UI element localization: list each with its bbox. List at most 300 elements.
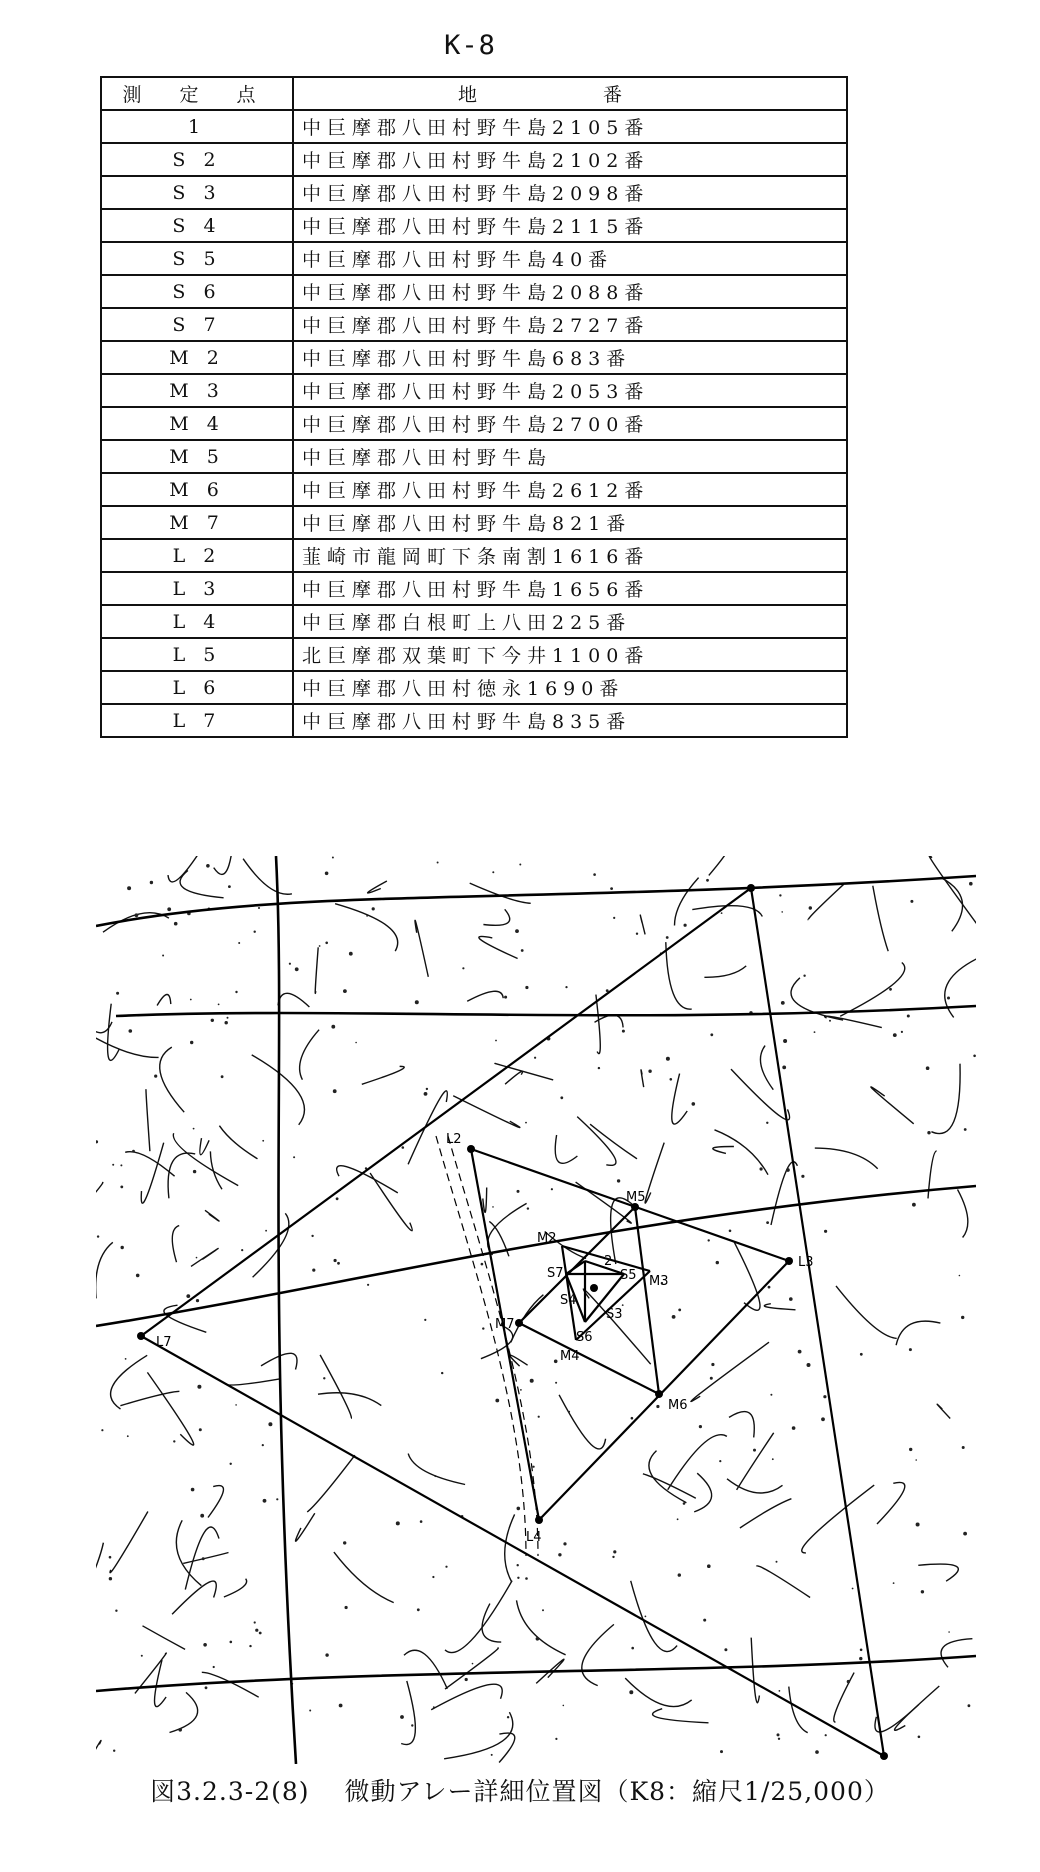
base-map-field-mark	[645, 1616, 647, 1618]
table-header-row	[101, 77, 847, 110]
base-map-field-mark	[276, 1498, 278, 1500]
base-map-road	[214, 856, 236, 874]
base-map-field-mark	[325, 1653, 328, 1656]
station-point	[137, 1332, 145, 1340]
base-map-road	[873, 886, 888, 952]
table-row	[101, 275, 847, 308]
base-map-road	[315, 947, 318, 993]
base-map-field-mark	[683, 1502, 686, 1505]
base-map-field-mark	[525, 1122, 527, 1124]
table-row	[101, 374, 847, 407]
base-map-field-mark	[472, 1663, 474, 1665]
station-point	[655, 1390, 663, 1398]
base-map-road	[470, 883, 531, 903]
base-map-field-mark	[568, 1411, 570, 1413]
base-map-field-mark	[710, 1033, 713, 1036]
base-map-road	[918, 1564, 958, 1581]
base-map-field-mark	[193, 1128, 195, 1130]
small-array-line	[566, 1261, 585, 1274]
base-map-field-mark	[612, 1556, 614, 1558]
base-map-field-mark	[927, 1131, 930, 1134]
base-map-field-mark	[962, 1446, 965, 1449]
base-map-field-mark	[339, 1704, 343, 1708]
base-map-field-mark	[235, 991, 237, 993]
base-map-field-mark	[482, 1327, 484, 1329]
base-map-field-mark	[554, 1360, 558, 1364]
point-cell: M 4	[101, 407, 293, 440]
point-cell: L 6	[101, 671, 293, 704]
base-map-field-mark	[333, 1089, 337, 1093]
base-map-field-mark	[199, 1428, 202, 1431]
base-map-road	[318, 1393, 381, 1406]
base-map-field-mark	[593, 873, 596, 876]
base-map-road	[243, 859, 292, 895]
base-map-road	[559, 1395, 606, 1449]
address-cell: 中巨摩郡八田村野牛島2727番	[293, 308, 847, 341]
base-map-road	[877, 1482, 905, 1524]
base-map-field-mark	[230, 1641, 233, 1644]
base-map-field-mark	[366, 915, 368, 917]
base-map-road	[202, 1672, 259, 1697]
base-map-field-mark	[551, 1188, 553, 1190]
base-map-road	[751, 1638, 759, 1703]
base-map-field-mark	[622, 1304, 624, 1306]
base-map-road	[666, 942, 692, 1009]
base-map-field-mark	[821, 1417, 825, 1421]
base-map-field-mark	[263, 1499, 267, 1503]
base-map-field-mark	[706, 879, 709, 882]
base-map-field-mark	[534, 1057, 536, 1059]
base-map-field-mark	[507, 1716, 509, 1718]
base-map-field-mark	[916, 1523, 920, 1527]
base-map-field-mark	[462, 967, 464, 969]
table-row	[101, 407, 847, 440]
table-row	[101, 440, 847, 473]
base-map-field-mark	[631, 1417, 634, 1420]
base-map-field-mark	[186, 1294, 190, 1298]
base-map-field-mark	[101, 1429, 103, 1431]
base-map-road	[183, 1553, 228, 1564]
base-map-road	[517, 1600, 566, 1654]
base-map-road	[444, 1712, 513, 1759]
base-map-field-mark	[230, 1463, 232, 1465]
header-address: 地 番	[293, 77, 847, 110]
base-map-field-mark	[918, 1736, 921, 1739]
base-map-road	[674, 878, 698, 926]
base-map-road	[415, 920, 428, 977]
base-map-road	[704, 966, 746, 977]
base-map-road	[172, 1581, 216, 1614]
base-map-field-mark	[228, 885, 231, 888]
base-map-road	[734, 1242, 760, 1310]
base-map-road	[180, 870, 224, 897]
base-map-field-mark	[355, 1042, 357, 1044]
base-map-road	[808, 884, 844, 920]
base-map-field-mark	[703, 1619, 706, 1622]
label-L3: L3	[798, 1255, 814, 1270]
table-row	[101, 473, 847, 506]
label-S4: S4	[560, 1293, 577, 1308]
base-map-field-mark	[167, 907, 171, 911]
base-map-roads	[96, 856, 976, 1764]
address-cell: 韮崎市龍岡町下条南割1616番	[293, 539, 847, 572]
base-map-field-mark	[555, 1738, 557, 1740]
label-S5: S5	[620, 1268, 637, 1283]
point-cell: L 4	[101, 605, 293, 638]
base-map-field-mark	[162, 955, 164, 957]
base-map-field-mark	[648, 1070, 651, 1073]
base-map-road	[577, 1117, 616, 1166]
base-map-field-mark	[312, 1269, 315, 1272]
base-map-field-mark	[116, 992, 119, 995]
base-map-field-mark	[109, 1577, 112, 1580]
base-map-road	[320, 1355, 351, 1419]
base-map-field-mark	[707, 1564, 711, 1568]
base-map-field-mark	[517, 1507, 521, 1511]
base-map-field-mark	[293, 1156, 295, 1158]
base-map-field-mark	[196, 1257, 198, 1259]
base-map-field-mark	[921, 1590, 924, 1593]
base-map-road	[941, 1639, 972, 1668]
base-map-field-mark	[565, 986, 567, 988]
base-map-field-mark	[193, 1170, 196, 1173]
base-map-field-mark	[319, 945, 321, 947]
base-map-field-mark	[289, 963, 291, 965]
base-map-field-mark	[190, 1041, 193, 1044]
base-map-field-mark	[847, 1680, 850, 1683]
base-map-road	[590, 1124, 637, 1159]
base-map-field-mark	[441, 1372, 443, 1374]
label-S6: S6	[576, 1330, 593, 1345]
large-array-line	[471, 1149, 789, 1261]
base-map-field-mark	[115, 1610, 117, 1612]
base-map-field-mark	[445, 1566, 447, 1568]
base-map-field-mark	[491, 1754, 493, 1756]
base-map-field-mark	[309, 1710, 311, 1712]
point-cell: S 2	[101, 143, 293, 176]
medium-array-line	[635, 1207, 659, 1394]
base-map-field-mark	[692, 1102, 696, 1106]
address-cell: 中巨摩郡八田村野牛島2088番	[293, 275, 847, 308]
base-map-road	[467, 991, 503, 1001]
base-map-field-mark	[337, 1262, 340, 1265]
base-map-field-mark	[901, 1031, 903, 1033]
large-array-line	[471, 1149, 539, 1520]
base-map-field-mark	[678, 1573, 681, 1576]
base-map-road	[278, 993, 309, 1007]
base-map-field-mark	[678, 1309, 681, 1312]
base-map-road	[335, 904, 398, 951]
address-cell: 中巨摩郡八田村野牛島2053番	[293, 374, 847, 407]
base-map-road	[191, 1248, 218, 1266]
base-map-field-mark	[860, 1353, 863, 1356]
station-point	[590, 1284, 598, 1292]
point-cell: S 5	[101, 242, 293, 275]
station-point	[785, 1257, 793, 1265]
base-map-field-mark	[684, 924, 687, 927]
base-map-field-mark	[417, 1608, 420, 1611]
base-map-field-mark	[120, 1164, 122, 1166]
base-map-field-mark	[656, 1405, 659, 1408]
point-cell: M 3	[101, 374, 293, 407]
point-cell: M 7	[101, 506, 293, 539]
base-map-road	[645, 1143, 664, 1203]
base-map-field-mark	[525, 1577, 528, 1580]
base-map-field-mark	[973, 1055, 976, 1058]
base-map-field-mark	[760, 1167, 763, 1170]
base-map-field-mark	[202, 1557, 205, 1560]
base-map-field-mark	[708, 1239, 710, 1241]
label-S3: S3	[606, 1307, 623, 1322]
base-map-field-mark	[112, 1164, 114, 1166]
base-map-road	[895, 1686, 940, 1730]
base-map-field-mark	[121, 1246, 124, 1249]
base-map-field-mark	[367, 1284, 369, 1286]
base-map-road	[896, 1321, 940, 1345]
base-map-road	[157, 994, 171, 1005]
base-map-road	[110, 1512, 148, 1573]
base-map-field-mark	[777, 1733, 780, 1736]
base-map-field-mark	[190, 999, 192, 1001]
base-map-road	[672, 1074, 687, 1124]
point-cell: 1	[101, 110, 293, 143]
base-map-field-mark	[720, 1750, 723, 1753]
base-map-field-mark	[259, 1632, 262, 1635]
base-map-field-mark	[860, 1649, 863, 1652]
point-cell: L 2	[101, 539, 293, 572]
base-map-road	[96, 1182, 103, 1251]
base-map-field-mark	[203, 1643, 207, 1647]
base-map-road	[334, 1552, 394, 1603]
base-map-field-mark	[964, 1128, 967, 1131]
base-map-field-mark	[560, 1096, 563, 1099]
base-map-field-mark	[768, 1286, 771, 1289]
base-map-field-mark	[492, 1206, 494, 1208]
page-label: K-8	[444, 30, 496, 61]
base-map-road	[111, 1355, 148, 1409]
label-L2: L2	[446, 1132, 462, 1147]
base-map-field-mark	[265, 1230, 267, 1232]
base-map-field-mark	[495, 1040, 497, 1042]
base-map-field-mark	[150, 881, 153, 884]
measurement-point-table	[100, 76, 848, 738]
base-map-field-mark	[295, 967, 299, 971]
base-map-field-mark	[311, 1235, 313, 1237]
base-map-road	[96, 1543, 103, 1603]
base-map-field-mark	[402, 1146, 405, 1149]
base-map-field-mark	[699, 1425, 702, 1428]
base-map-road	[653, 1709, 709, 1723]
base-map-field-mark	[968, 1704, 971, 1707]
base-map-field-mark	[334, 1259, 337, 1262]
base-map-road	[141, 1143, 163, 1204]
address-cell: 中巨摩郡八田村徳永1690番	[293, 671, 847, 704]
base-map-field-mark	[542, 1609, 544, 1611]
base-map-road	[160, 1047, 184, 1112]
base-map-field-mark	[331, 1025, 335, 1029]
base-map-road	[958, 1189, 968, 1237]
base-map-field-mark	[113, 1750, 115, 1752]
base-map-field-mark	[666, 936, 669, 939]
base-map-road	[125, 1152, 174, 1177]
header-point: 測 定 点	[101, 77, 293, 110]
base-map-field-mark	[174, 922, 178, 926]
station-point	[467, 1145, 475, 1153]
point-cell: S 3	[101, 176, 293, 209]
base-map-field-mark	[617, 1179, 620, 1182]
base-map-field-mark	[197, 1385, 201, 1389]
base-map-road	[505, 1071, 523, 1084]
label-M3: M3	[649, 1274, 669, 1289]
base-map-field-mark	[173, 1440, 175, 1442]
base-map-field-mark	[258, 907, 260, 909]
base-map-road	[815, 1148, 878, 1169]
station-point	[880, 1752, 888, 1760]
figure-caption: 図3.2.3-2(8) 微動アレー詳細位置図（K8：縮尺1/25,000）	[150, 1777, 890, 1806]
label-M6: M6	[668, 1398, 688, 1413]
label-M5: M5	[626, 1190, 646, 1205]
base-map-field-mark	[241, 1249, 243, 1251]
table-row	[101, 209, 847, 242]
base-map-road	[147, 1372, 193, 1445]
base-map-field-mark	[349, 952, 353, 956]
base-map-field-mark	[221, 1075, 224, 1078]
base-map-field-mark	[254, 1621, 256, 1623]
base-map-road	[668, 1435, 727, 1490]
base-map-field-mark	[411, 1724, 413, 1726]
base-map-field-mark	[753, 1449, 756, 1452]
base-map-field-mark	[520, 1389, 522, 1391]
map-figure	[96, 856, 976, 1764]
base-map-field-mark	[770, 1394, 772, 1396]
base-map-field-mark	[254, 931, 256, 933]
base-map-field-mark	[268, 1422, 272, 1426]
base-map-field-mark	[504, 996, 507, 999]
base-map-road	[694, 1473, 711, 1512]
base-map-field-mark	[205, 1686, 208, 1689]
base-map-field-mark	[961, 1316, 964, 1319]
address-cell: 中巨摩郡八田村野牛島2612番	[293, 473, 847, 506]
base-map-road	[840, 963, 905, 1017]
base-map-field-mark	[622, 1030, 625, 1033]
base-map-field-mark	[191, 1488, 195, 1492]
base-map-road	[173, 1133, 238, 1185]
point-cell: M 5	[101, 440, 293, 473]
address-cell: 中巨摩郡八田村野牛島835番	[293, 704, 847, 737]
base-map-road	[362, 1066, 404, 1084]
base-map-field-mark	[783, 1039, 787, 1043]
table-row	[101, 539, 847, 572]
base-map-field-mark	[598, 1067, 600, 1069]
base-map-road	[483, 909, 509, 925]
base-map-field-mark	[948, 1631, 950, 1633]
base-map-field-mark	[782, 1066, 786, 1070]
base-map-road	[495, 1063, 553, 1079]
base-map-field-mark	[527, 1207, 529, 1209]
base-map-field-mark	[823, 1395, 826, 1398]
base-map-field-mark	[809, 906, 812, 909]
base-map-road	[146, 1089, 150, 1151]
base-map-road	[740, 1499, 792, 1528]
base-map-road	[225, 1379, 280, 1385]
base-map-field-mark	[332, 857, 334, 859]
base-map-road	[404, 1650, 447, 1689]
base-map-road	[834, 1673, 854, 1723]
point-cell: L 7	[101, 704, 293, 737]
base-map-road	[649, 1451, 687, 1503]
base-map-field-mark	[538, 1416, 540, 1418]
base-map-field-mark	[211, 1019, 214, 1022]
base-map-field-mark	[711, 1363, 714, 1366]
table-row	[101, 242, 847, 275]
base-map-field-mark	[724, 1648, 727, 1651]
base-map-field-mark	[517, 1577, 519, 1579]
base-map-field-mark	[465, 1678, 468, 1681]
base-map-road	[445, 1581, 512, 1653]
base-map-road	[224, 1579, 247, 1597]
base-map-road	[96, 1740, 101, 1764]
base-map-road	[205, 1210, 219, 1221]
base-map-road	[108, 1004, 120, 1061]
base-map-field-mark	[631, 1647, 634, 1650]
base-map-field-mark	[852, 1588, 854, 1590]
base-map-field-mark	[670, 1078, 673, 1081]
base-map-field-mark	[915, 1459, 917, 1461]
base-map-field-mark	[778, 1738, 780, 1740]
base-map-field-mark	[792, 1426, 796, 1430]
point-cell: S 6	[101, 275, 293, 308]
base-map-field-mark	[336, 1197, 339, 1200]
base-map-field-mark	[517, 1564, 519, 1566]
base-map-field-mark	[781, 911, 783, 913]
base-map-field-mark	[613, 917, 615, 919]
base-map-field-mark	[825, 1734, 827, 1736]
base-map-field-mark	[947, 997, 950, 1000]
point-cell: S 7	[101, 308, 293, 341]
address-cell: 中巨摩郡八田村野牛島1656番	[293, 572, 847, 605]
base-map-road	[596, 995, 600, 1054]
base-map-field-mark	[926, 1066, 930, 1070]
base-map-road	[164, 1305, 206, 1332]
base-map-field-mark	[135, 913, 139, 917]
base-map-field-mark	[721, 912, 723, 914]
base-map-road	[143, 1626, 186, 1650]
base-map-field-mark	[533, 1466, 535, 1468]
base-map-field-mark	[238, 942, 240, 944]
base-map-field-mark	[716, 1261, 719, 1264]
base-map-field-mark	[829, 1020, 831, 1022]
base-map-road	[764, 1304, 795, 1310]
base-map-field-mark	[495, 1399, 499, 1403]
base-map-field-mark	[815, 1750, 819, 1754]
base-map-road	[219, 1126, 257, 1159]
base-map-field-mark	[807, 1363, 811, 1367]
base-map-field-mark	[120, 1186, 123, 1189]
base-map-road	[370, 1173, 412, 1231]
base-map-road	[445, 1648, 498, 1689]
base-map-field-mark	[426, 1088, 428, 1090]
base-map-field-mark	[781, 1001, 785, 1005]
base-map-field-mark	[262, 1444, 264, 1446]
base-map-field-mark	[729, 1230, 732, 1233]
base-map-field-mark	[666, 1057, 670, 1061]
table-row	[101, 110, 847, 143]
base-map-road	[120, 1391, 179, 1405]
base-map-field-mark	[255, 1629, 258, 1632]
large-array-line	[751, 888, 884, 1756]
base-map-road	[368, 881, 387, 893]
base-map-field-mark	[154, 1075, 157, 1078]
